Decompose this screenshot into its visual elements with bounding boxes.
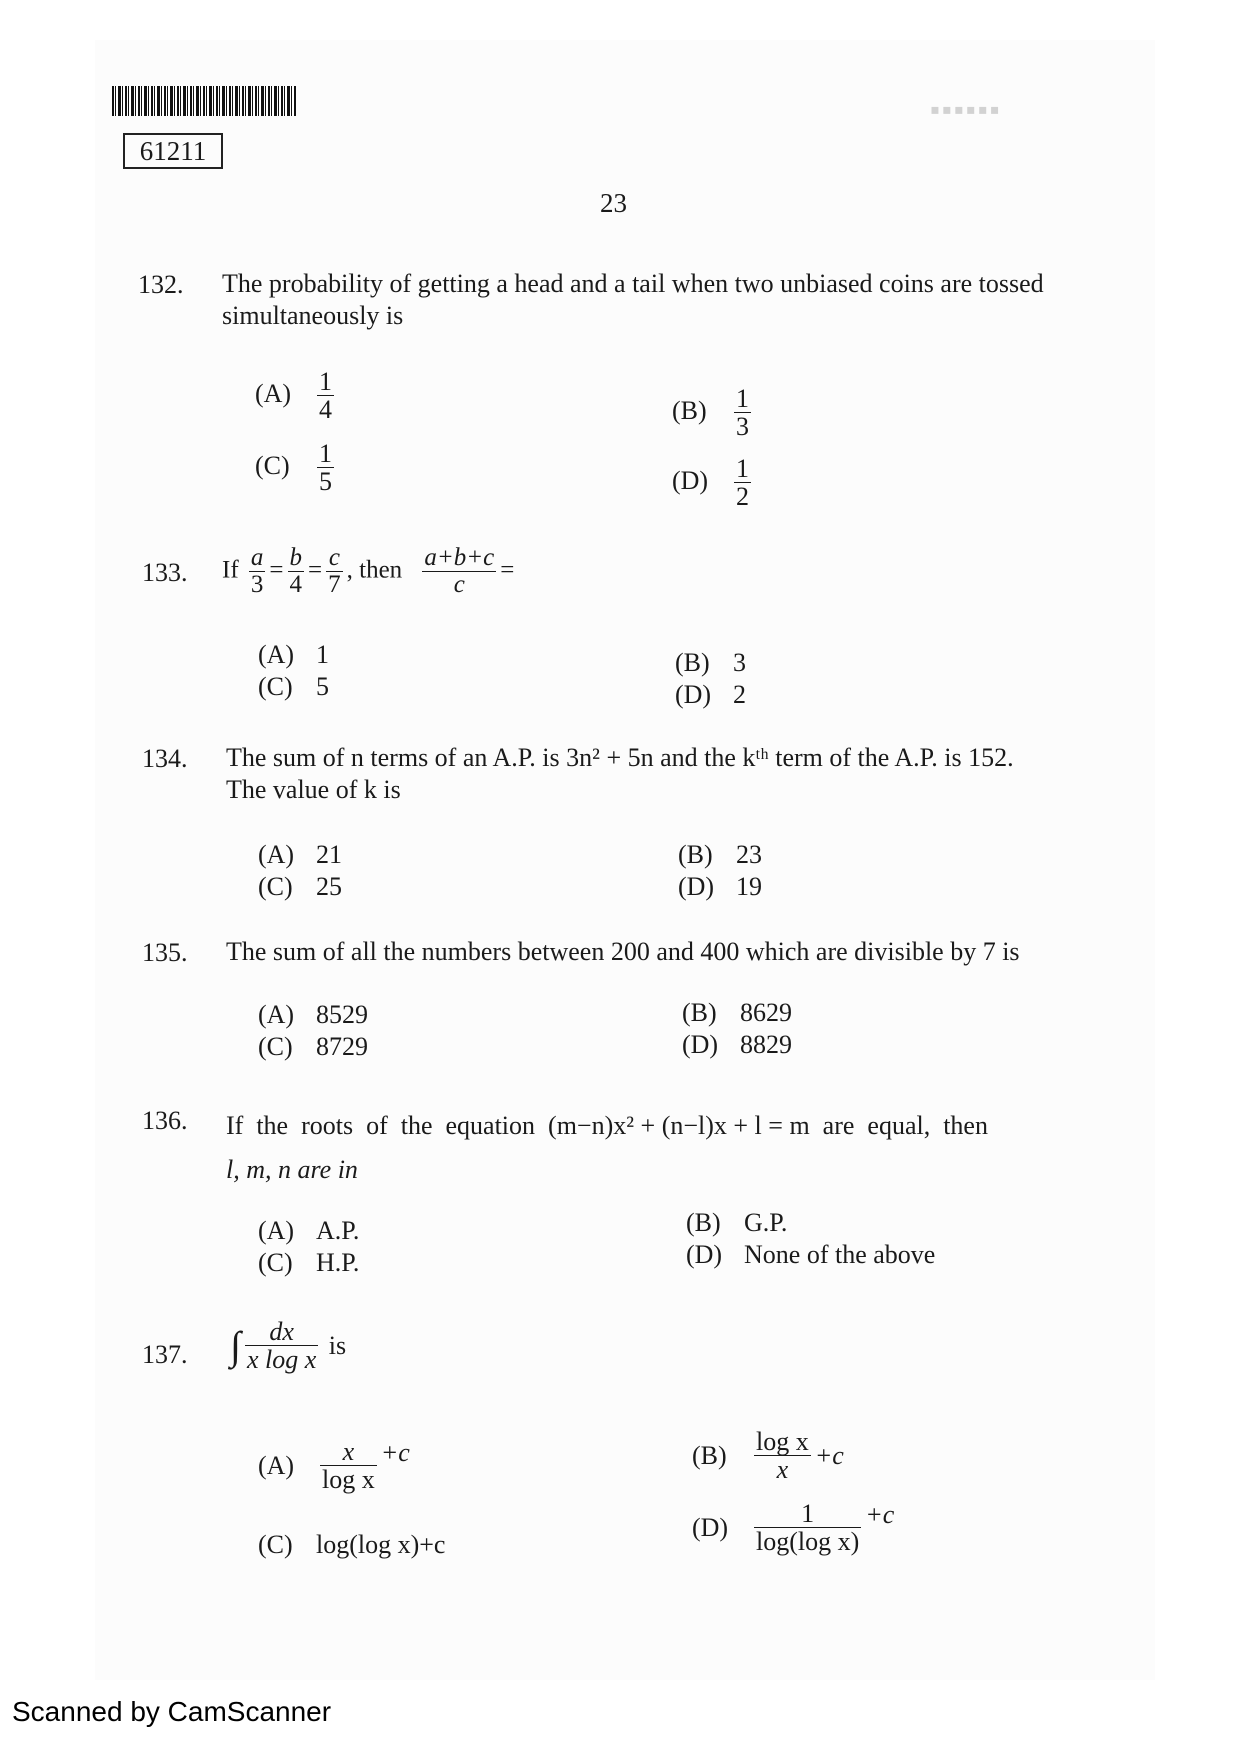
option-label: (B) — [675, 648, 710, 677]
option-d[interactable] — [692, 1500, 894, 1556]
question-text: If $\frac{a}{3}$ = $\frac{b}{4}$ = $\frac{c}{7}$ , then $\frac{a+b+c}{c}$ = — [222, 544, 515, 599]
denominator: 7 — [328, 571, 341, 599]
option-value: 19 — [736, 872, 762, 901]
fraction — [288, 545, 305, 599]
fraction — [245, 1318, 318, 1374]
option-label: (B) — [678, 840, 713, 869]
if-word: If — [222, 556, 239, 584]
option-label: (A) — [255, 378, 292, 408]
option-value: A.P. — [316, 1216, 360, 1245]
question-text — [226, 936, 1106, 968]
question-line: The value of k is — [226, 775, 401, 804]
option-label: (B) — [672, 395, 707, 425]
denominator: 3 — [250, 571, 264, 599]
numerator: log x — [756, 1427, 809, 1456]
option-label: (D) — [692, 1512, 729, 1542]
denominator: 5 — [319, 467, 332, 497]
option-value: 5 — [316, 672, 329, 701]
question-text — [226, 1104, 1116, 1192]
option-c[interactable] — [258, 872, 342, 902]
fraction — [734, 385, 751, 441]
option-d[interactable] — [686, 1240, 935, 1270]
numerator: a+b+c — [424, 544, 495, 571]
option-b[interactable] — [686, 1208, 787, 1238]
constant-term: +c — [814, 1440, 844, 1470]
option-value: 25 — [316, 872, 342, 901]
numerator: 1 — [319, 439, 332, 468]
option-b[interactable] — [678, 840, 762, 870]
fraction — [754, 1428, 811, 1484]
option-value: 8629 — [740, 998, 792, 1027]
question-line: l, m, n are in — [226, 1155, 358, 1184]
option-b[interactable] — [692, 1428, 844, 1484]
fraction — [249, 545, 266, 599]
numerator: x — [320, 1438, 377, 1466]
question-text — [230, 1318, 346, 1374]
option-label: (D) — [675, 680, 712, 709]
question-number: 133. — [142, 558, 188, 587]
option-a[interactable] — [258, 640, 329, 670]
option-label: (B) — [682, 998, 717, 1027]
option-d[interactable] — [682, 1030, 792, 1060]
denominator: c — [453, 571, 465, 599]
option-c[interactable] — [258, 1032, 368, 1062]
fraction — [317, 440, 334, 496]
numerator: c — [326, 545, 343, 572]
numerator: b — [289, 544, 303, 571]
option-label: (C) — [258, 1248, 293, 1277]
question-line: The sum of n terms of an A.P. is 3n² + 5n and the kᵗʰ term of the A.P. is 152. — [226, 743, 1014, 772]
option-label: (A) — [258, 1216, 295, 1245]
option-label: (C) — [255, 450, 290, 480]
option-value: 21 — [316, 840, 342, 869]
option-c[interactable] — [258, 672, 329, 702]
option-label: (C) — [258, 672, 293, 701]
option-a[interactable] — [255, 368, 338, 424]
option-d[interactable] — [672, 455, 755, 511]
option-label: (C) — [258, 872, 293, 901]
option-value: 2 — [733, 680, 746, 709]
integral-sign: ∫ — [230, 1322, 241, 1368]
option-label: (A) — [258, 1000, 295, 1029]
option-a[interactable] — [258, 1216, 359, 1246]
option-b[interactable] — [672, 385, 755, 441]
constant-term: +c — [380, 1438, 410, 1467]
option-label: (C) — [258, 1530, 293, 1559]
option-label: (A) — [258, 1450, 295, 1480]
question-line: The probability of getting a head and a tail when two unbiased coins are tossed — [222, 269, 1044, 298]
barcode — [112, 86, 296, 116]
denominator: 4 — [289, 571, 303, 599]
option-label: (C) — [258, 1032, 293, 1061]
question-line: The sum of all the numbers between 200 and 400 which are divisible by 7 is — [226, 937, 1020, 966]
option-value: log(log x)+c — [316, 1530, 446, 1559]
option-d[interactable] — [675, 680, 746, 710]
option-value: 1 — [316, 640, 329, 669]
question-number: 137. — [142, 1340, 188, 1369]
numerator: 1 — [736, 384, 749, 413]
denominator: log(log x) — [756, 1527, 860, 1557]
fraction — [320, 1438, 377, 1494]
denominator: 2 — [736, 482, 749, 512]
option-label: (A) — [258, 640, 295, 669]
denominator: 3 — [736, 412, 749, 442]
option-value: 8829 — [740, 1030, 792, 1059]
denominator: x — [776, 1455, 789, 1485]
option-a[interactable] — [258, 1000, 368, 1030]
is-word: is — [328, 1330, 347, 1360]
option-value: G.P. — [744, 1208, 788, 1237]
option-value: 8529 — [316, 1000, 368, 1029]
option-value: H.P. — [316, 1248, 360, 1277]
denominator: 4 — [319, 395, 332, 425]
fraction — [754, 1500, 861, 1556]
equals-sign: = — [500, 556, 515, 584]
bleed-through-mark: ▪▪▪▪▪▪ — [930, 95, 1002, 126]
option-c[interactable] — [255, 440, 338, 496]
fraction — [422, 545, 496, 599]
booklet-code: 61211 — [123, 133, 223, 169]
numerator: a — [250, 544, 264, 571]
option-b[interactable] — [675, 648, 746, 678]
numerator: 1 — [319, 367, 332, 396]
option-b[interactable] — [682, 998, 792, 1028]
option-label: (A) — [258, 840, 295, 869]
option-label: (D) — [678, 872, 715, 901]
then-word: , then — [346, 556, 403, 584]
question-number: 134. — [142, 744, 188, 773]
option-c[interactable] — [258, 1248, 359, 1278]
option-value: None of the above — [744, 1240, 936, 1269]
denominator: x log x — [246, 1345, 317, 1375]
option-label: (D) — [686, 1240, 723, 1269]
fraction — [317, 368, 334, 424]
fraction — [326, 545, 343, 599]
numerator: dx — [245, 1318, 318, 1346]
fraction — [734, 455, 751, 511]
question-text — [222, 268, 1102, 332]
option-label: (B) — [692, 1440, 727, 1470]
option-a[interactable] — [258, 840, 342, 870]
question-line: If the roots of the equation (m−n)x² + (n−l)x + l = m are equal, then — [226, 1111, 988, 1140]
numerator: 1 — [736, 454, 749, 483]
question-text — [226, 742, 1106, 806]
option-d[interactable] — [678, 872, 762, 902]
question-number: 132. — [138, 270, 184, 299]
numerator: 1 — [754, 1500, 861, 1528]
option-a[interactable] — [258, 1438, 410, 1494]
question-number: 135. — [142, 938, 188, 967]
option-value: 23 — [736, 840, 762, 869]
option-value: 3 — [733, 648, 746, 677]
question-line: simultaneously is — [222, 301, 404, 330]
option-label: (D) — [672, 465, 709, 495]
option-c[interactable] — [258, 1530, 445, 1560]
option-value: 8729 — [316, 1032, 368, 1061]
option-label: (D) — [682, 1030, 719, 1059]
scanner-watermark: Scanned by CamScanner — [12, 1696, 332, 1727]
denominator: log x — [322, 1465, 375, 1495]
question-number: 136. — [142, 1106, 188, 1135]
option-label: (B) — [686, 1208, 721, 1237]
constant-term: +c — [865, 1500, 895, 1529]
page-number: 23 — [600, 188, 627, 218]
